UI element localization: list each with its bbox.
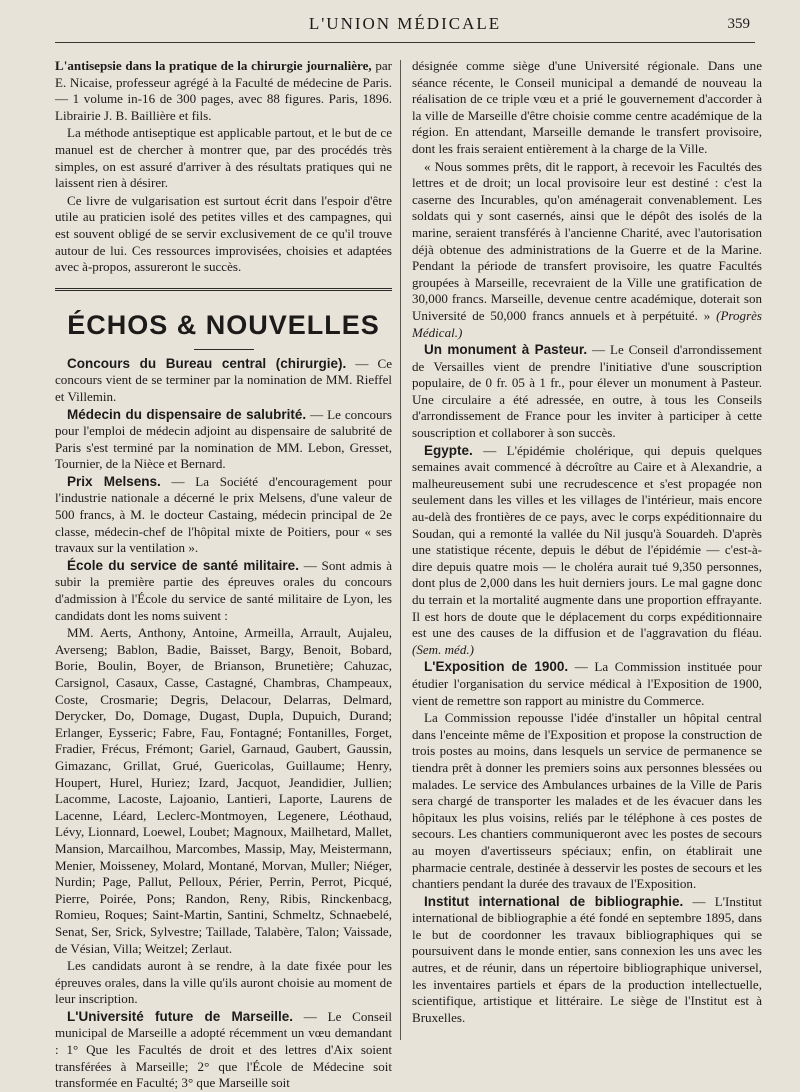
news-item-text: — Sont admis à subir la première partie des épreuves orales du concours d'admission à l'École du service de santé militaire de Lyon, les candidats dont les noms suivent : xyxy=(55,557,392,623)
news-item-paragraph: La Commission repousse l'idée d'installer un hôpital central dans l'enceinte même de l'Exposition et propose la construction de trois postes au moins, dans lesquels un service de permanence se tiendra prêt à donner les premiers soins aux personnes blessées ou malades. Le service des Ambulances urbaines de la Ville de Paris sera chargé de transporter les malades et de les évacuer dans les hôpitaux les plus voisins, reliés par le téléphone à ces postes de secours. Les chantiers communiqueront avec les postes de secours au moyen d'avertisseurs spéciaux; enfin, on établirait une pharmacie centrale, destinée à desservir les postes de secours et les chantiers pendant la durée des travaux de l'Exposition. xyxy=(412,710,762,892)
book-review-heading xyxy=(55,58,392,124)
section-title-underline xyxy=(194,349,254,350)
news-item-text: — La Commission instituée pour étudier l'organisation du service médical à l'Exposition de 1900, vient de remettre son rapport au ministre du Commerce. xyxy=(412,659,762,708)
section-title: ÉCHOS & NOUVELLES xyxy=(67,309,380,340)
news-item-continuation: désignée comme siège d'une Université régionale. Dans une séance récente, le Conseil municipal a demandé de nouveau la réalisation de ce triple vœu et a prié le gouvernement d'accorder à la ville de Marseille d'être choisie comme centre académique de la région. En attendant, Marseille demande le transfert provisoire, dont les frais seraient entièrement à la charge de la Ville. xyxy=(412,58,762,156)
news-item-title: Egypte. xyxy=(424,442,473,458)
news-item-title: École du service de santé militaire. xyxy=(67,557,299,573)
book-review-paragraph: Ce livre de vulgarisation est surtout écrit dans l'espoir d'être utile au praticien isolé des petites villes et des campagnes, qui est souvent obligé de se servir exclusivement de ce qu'il trouve autour de lui. Ces ressources improvisées, choisies et adaptées avec à-propos, assureront le succès. xyxy=(55,192,392,275)
quote-source: (Progrès Médical.) xyxy=(412,307,763,340)
news-item-concours xyxy=(55,356,392,406)
running-title: L'UNION MÉDICALE xyxy=(308,14,502,33)
news-item-egypte xyxy=(412,443,762,659)
page-header xyxy=(60,14,750,40)
header-rule xyxy=(55,42,755,43)
news-item-title: Institut international de bibliographie. xyxy=(424,893,684,909)
news-item-title: L'Université future de Marseille. xyxy=(67,1008,294,1024)
quote-text: « Nous sommes prêts, dit le rapport, à recevoir les Facultés des lettres et de droit; un local provisoire leur est destiné : c'est la caserne des Incurables, qu'on aménagerait convenablement. Les soldats qui y sont casernés, ainsi que le dépôt des isolés de la marine, seraient transférés à l'ancienne Charité, avec l'autorisation déjà obtenue des administrations de la Guerre et de la Marine. Pendant la période de transfert provisoire, les quatre Facultés groupées à Marseille, recevraient de la Ville une gratification de 30,000 francs. Marseille, devenue centre académique, doterait son Université de 50,000 francs annuels et à perpétuité. » xyxy=(412,158,762,323)
candidate-list: MM. Aerts, Anthony, Antoine, Armeilla, Arrault, Aujaleu, Averseng; Bablon, Badie, Baisset, Bargy, Benoit, Bobard, Borie, Boulin, Boyer, de Brianson, Brunetière; Cahuzac, Carsignol, Casaux, Casse, Castagné, Chambras, Champeaux, Coste, Crosmarie; Degris, Delacour, Delarras, Delmard, Derycker, Do, Domage, Dugast, Dupla, Dupuich, Durand; Erlanger, Eysseric; Fabre, Fau, Fontagné; Fontanilles, Forget, Fradier, Frécus, Frémont; Gariel, Garnaud, Gaubert, Gaussin, Gimazanc, Grillat, Grué, Guericolas, Guillaume; Henry, Houpert, Hurel, Huriez; Izard, Jacquot, Jeandidier, Jullien; Lacomme, Lacoste, Lajoanio, Lantieri, Laporte, Laurens de Lacenne, Léard, Leclerc-Montmoyen, Legenere, Léothaud, Lévy, Lionnard, Loewel, Loubet; Magnoux, Mailhetard, Mallet, Mansion, Marcailhou, Marcombes, Massip, May, Meistermann, Menier, Moisseney, Molard, Montané, Morvan, Muller; Niéger, Nurdin; Page, Pallut, Pelloux, Périer, Perrin, Perrot, Picqué, Pierre, Poirée, Pons; Randon, Reny, Ribis, Rinckenbacg, Romieu, Roques; Saint-Martin, Santini, Schmeltz, Schnaebelé, Senat, Ser, Srick, Sylvestre; Taillade, Talabère, Talon; Vaissade, de Vésian, Villa; Weitzel; Zerlaut. xyxy=(55,625,392,956)
news-item-text: — Le concours pour l'emploi de médecin adjoint au dispensaire de salubrité de Paris s'est terminé par la nomination de MM. Lebon, Gresset, Tournier, de la Nièce et Bernard. xyxy=(55,406,392,472)
news-item-text: — L'épidémie cholérique, qui depuis quelques semaines avait commencé à décroître au Caire et à Alexandrie, a malheureusement subi une recrudescence et s'est propagée non seulement dans les villes et les villages de l'intérieur, mais encore au-delà des frontières de ce pays, avec le corps expéditionnaire du Soudan, qui a remonté la vallée du Nil jusqu'à Souardeh. D'après une statistique récente, depuis le début de l'épidémie — c'est-à-dire depuis quatre mois — le choléra aurait tué 9,350 personnes, dont plus de 2,000 dans les huit derniers jours. Le mal gagne donc du terrain et la mortalité augmente dans une proportion effrayante. Il est hors de doute que le déplacement du corps expéditionnaire est une des causes de la diffusion et de l'aggravation du fléau. xyxy=(412,442,762,641)
news-item-universite xyxy=(55,1009,392,1092)
news-item-text: — Le Conseil d'arrondissement de Versailles vient de prendre l'initiative d'une souscription populaire, de 0 fr. 05 à 1 fr., pour élever un monument à Pasteur. Une circulaire a été adressée, en outre, à tous les Conseils d'arrondissement de France pour les inviter à participer à cette souscription et collaborer à son succès. xyxy=(412,342,762,441)
news-item-pasteur xyxy=(412,342,762,442)
news-item-title: Prix Melsens. xyxy=(67,473,161,489)
news-item-title: Un monument à Pasteur. xyxy=(424,342,588,358)
news-item-title: Médecin du dispensaire de salubrité. xyxy=(67,406,307,422)
news-item-quote xyxy=(412,159,762,342)
news-item-ecole xyxy=(55,558,392,624)
news-item-text: — Ce concours vient de se terminer par la nomination de MM. Rieffel et Villemin. xyxy=(55,355,392,404)
news-item-exposition xyxy=(412,659,762,709)
section-divider xyxy=(55,288,392,293)
page-number: 359 xyxy=(727,16,750,32)
news-item-source: (Sem. méd.) xyxy=(412,641,474,657)
right-column xyxy=(412,58,762,1043)
news-item-text: — L'Institut international de bibliographie a été fondé en septembre 1895, dans le but de coordonner les travaux bibliographiques qui se poursuivent dans le monde entier, sans connexion les uns avec les autres, et de réunir, dans un répertoire bibliographique universel, les inventaires partiels et épars de la production intellectuelle, scientifique, artistique et littéraire. Le siège de l'Institut est à Bruxelles. xyxy=(412,893,762,1025)
news-item-institut xyxy=(412,894,762,1027)
news-item-text: — Le Conseil municipal de Marseille a adopté récemment un vœu demandant : 1° Que les Facultés de droit et des lettres d'Aix soient transférées à Marseille; 2° que l'École de Médecine soit transformée en Faculté; 3° que Marseille soit xyxy=(55,1008,392,1091)
column-divider xyxy=(400,60,401,1040)
book-title: L'antisepsie dans la pratique de la chirurgie journalière, xyxy=(55,58,372,73)
left-column xyxy=(55,58,392,1091)
news-item-title: L'Exposition de 1900. xyxy=(424,659,569,675)
news-item-melsens xyxy=(55,474,392,557)
news-item-title: Concours du Bureau central (chirurgie). xyxy=(67,355,347,371)
news-item-dispensaire xyxy=(55,407,392,473)
book-author-line: par E. Nicaise, professeur agrégé à la Faculté de médecine de Paris. — 1 volume in-16 de 300 pages, avec 88 figures. Paris, 1896. Librairie J. B. Baillière et fils. xyxy=(55,58,392,123)
news-item-paragraph: Les candidats auront à se rendre, à la date fixée pour les épreuves orales, dans la ville qu'ils auront choisie au moment de leur inscription. xyxy=(55,958,392,1007)
book-review-paragraph: La méthode antiseptique est applicable partout, et le but de ce manuel est de chercher à montrer que, par des procédés très simples, on est assuré d'arriver à des résultats pratiques qui ne laissent rien à désirer. xyxy=(55,125,392,191)
news-item-text: — La Société d'encouragement pour l'industrie nationale a décerné le prix Melsens, d'une valeur de 500 francs, à M. le docteur Castaing, médecin principal de 2e classe, médecin-chef de l'hôpital mixte de Poitiers, pour « ses travaux sur la ventilation ». xyxy=(55,473,392,556)
